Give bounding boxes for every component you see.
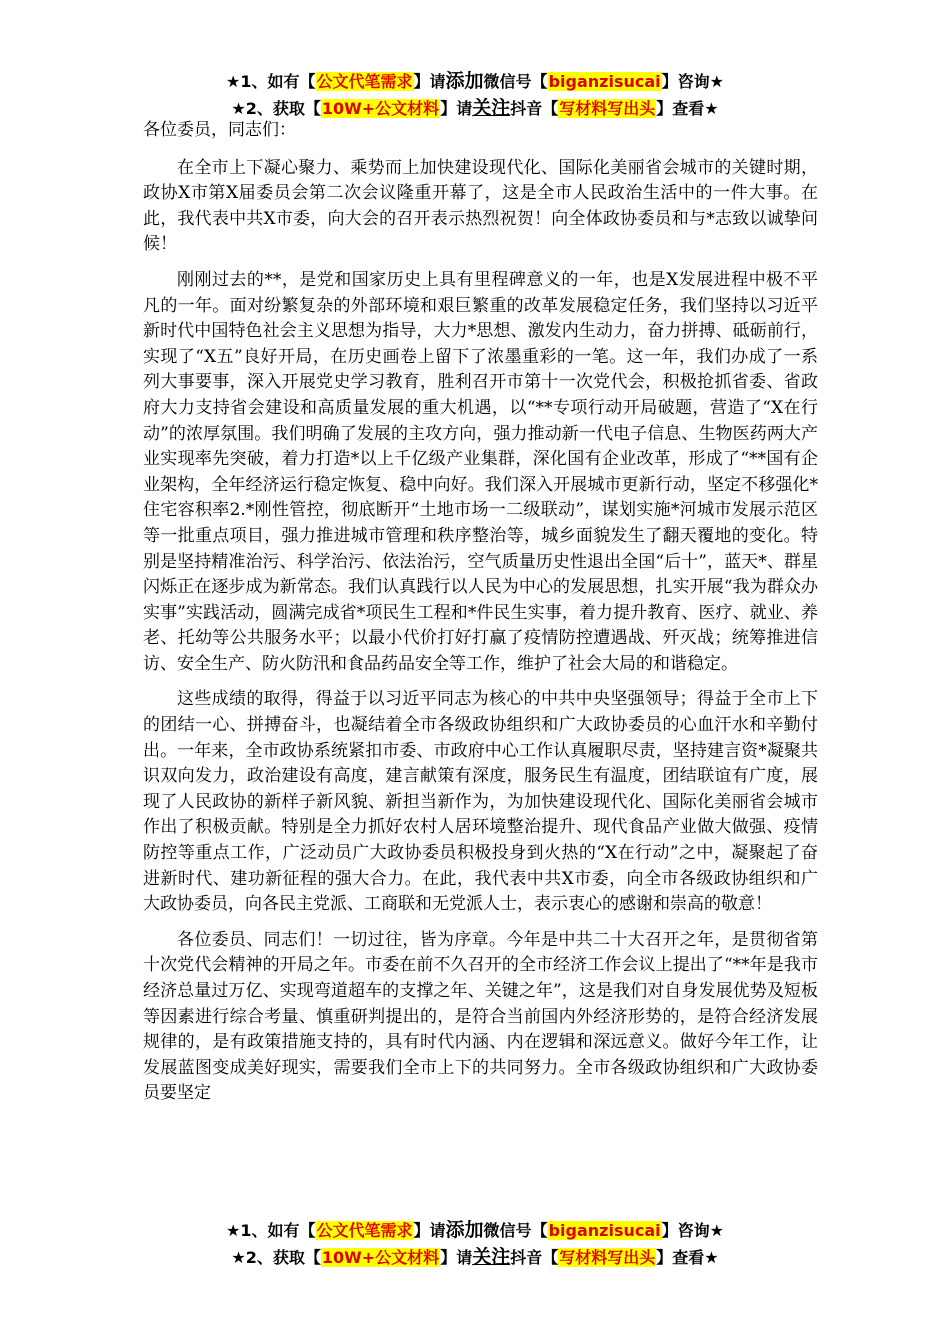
promo-line-1 bbox=[0, 68, 950, 95]
wechat-id-highlight: biganzisucai bbox=[548, 72, 661, 91]
star-icon: ★ bbox=[231, 1248, 246, 1267]
star-icon: ★ bbox=[704, 99, 719, 118]
promo-emphasis: 关注 bbox=[472, 97, 511, 119]
promo-text: 】请 bbox=[440, 1248, 473, 1267]
promo-emphasis: 添加 bbox=[445, 70, 484, 92]
promo-text: 】请 bbox=[440, 99, 473, 118]
promo-text: 】查看 bbox=[656, 1248, 705, 1267]
promo-highlight: 公文代笔需求 bbox=[316, 72, 413, 91]
promo-text: 2、获取【 bbox=[245, 99, 321, 118]
star-icon: ★ bbox=[704, 1248, 719, 1267]
promo-text: 抖音【 bbox=[510, 1248, 559, 1267]
promo-text: 抖音【 bbox=[510, 99, 559, 118]
promo-text: 】查看 bbox=[656, 99, 705, 118]
promo-text: 2、获取【 bbox=[245, 1248, 321, 1267]
promo-banner-top bbox=[0, 68, 950, 122]
promo-emphasis: 添加 bbox=[445, 1219, 484, 1241]
star-icon: ★ bbox=[709, 1221, 724, 1240]
douyin-id-highlight: 写材料写出头 bbox=[559, 1248, 656, 1267]
douyin-id-highlight: 写材料写出头 bbox=[559, 99, 656, 118]
promo-text: 】咨询 bbox=[661, 72, 710, 91]
paragraph: 各位委员、同志们！一切过往，皆为序章。今年是中共二十大召开之年，是贯彻省第十次党代会精神的开局之年。市委在前不久召开的全市经济工作会议上提出了“**年是我市经济总量过万亿、实现弯道超车的支撑之年、关键之年”，这是我们对自身发展优势及短板等因素进行综合考量、慎重研判提出的，是符合当前国内外经济形势的，是符合经济发展规律的，是有政策措施支持的，具有时代内涵、内在逻辑和深远意义。做好今年工作，让发展蓝图变成美好现实，需要我们全市上下的共同努力。全市各级政协组织和广大政协委员要坚定 bbox=[143, 929, 818, 1104]
promo-text: 微信号【 bbox=[483, 1221, 548, 1240]
paragraph: 刚刚过去的**，是党和国家历史上具有里程碑意义的一年，也是X发展进程中极不平凡的一年。面对纷繁复杂的外部环境和艰巨繁重的改革发展稳定任务，我们坚持以习近平新时代中国特色社会主义思想为指导，大力*思想、激发内生动力，奋力拼搏、砥砺前行，实现了“X五”良好开局，在历史画卷上留下了浓墨重彩的一笔。这一年，我们办成了一系列大事要事，深入开展党史学习教育，胜利召开市第十一次党代会，积极抢抓省委、省政府大力支持省会建设和高质量发展的重大机遇，以“**专项行动开局破题，营造了“X在行动”的浓厚氛围。我们明确了发展的主攻方向，强力推动新一代电子信息、生物医药两大产业实现率先突破，着力打造*以上千亿级产业集群，深化国有企业改革，形成了“**国有企业架构，全年经济运行稳定恢复、稳中向好。我们深入开展城市更新行动，坚定不移强化*住宅容积率2.*刚性管控，彻底断开“土地市场一二级联动”，谋划实施*河城市发展示范区等一批重点项目，强力推进城市管理和秩序整治等，城乡面貌发生了翻天覆地的变化。特别是坚持精准治污、科学治污、依法治污，空气质量历史性退出全国“后十”，蓝天*、群星闪烁正在逐步成为新常态。我们认真践行以人民为中心的发展思想，扎实开展“我为群众办实事”实践活动，圆满完成省*项民生工程和*件民生实事，着力提升教育、医疗、就业、养老、托幼等公共服务水平；以最小代价打好打赢了疫情防控遭遇战、歼灭战；统筹推进信访、安全生产、防火防汛和食品药品安全等工作，维护了社会大局的和谐稳定。 bbox=[143, 269, 818, 674]
star-icon: ★ bbox=[709, 72, 724, 91]
document-body bbox=[143, 118, 818, 1117]
promo-text: 1、如有【 bbox=[240, 72, 316, 91]
promo-emphasis: 关注 bbox=[472, 1246, 511, 1268]
star-icon: ★ bbox=[226, 72, 241, 91]
promo-banner-bottom bbox=[0, 1217, 950, 1271]
promo-highlight: 公文代笔需求 bbox=[316, 1221, 413, 1240]
promo-line-2 bbox=[0, 1244, 950, 1271]
promo-text: 】请 bbox=[413, 72, 446, 91]
promo-line-1 bbox=[0, 1217, 950, 1244]
paragraph: 这些成绩的取得，得益于以习近平同志为核心的中共中央坚强领导；得益于全市上下的团结一心、拼搏奋斗，也凝结着全市各级政协组织和广大政协委员的心血汗水和辛勤付出。一年来，全市政协系统紧扣市委、市政府中心工作认真履职尽责，坚持建言资*凝聚共识双向发力，政治建设有高度，建言献策有深度，服务民生有温度，团结联谊有广度，展现了人民政协的新样子新风貌、新担当新作为，为加快建设现代化、国际化美丽省会城市作出了积极贡献。特别是全力抓好农村人居环境整治提升、现代食品产业做大做强、疫情防控等重点工作，广泛动员广大政协委员积极投身到火热的“X在行动”之中，凝聚起了奋进新时代、建功新征程的强大合力。在此，我代表中共X市委，向全市各级政协组织和广大政协委员，向各民主党派、工商联和无党派人士，表示衷心的感谢和崇高的敬意！ bbox=[143, 689, 818, 915]
promo-text: 】咨询 bbox=[661, 1221, 710, 1240]
star-icon: ★ bbox=[231, 99, 246, 118]
promo-text: 1、如有【 bbox=[240, 1221, 316, 1240]
star-icon: ★ bbox=[226, 1221, 241, 1240]
promo-highlight: 10W+公文材料 bbox=[321, 99, 440, 118]
promo-highlight: 10W+公文材料 bbox=[321, 1248, 440, 1267]
promo-text: 】请 bbox=[413, 1221, 446, 1240]
paragraph: 在全市上下凝心聚力、乘势而上加快建设现代化、国际化美丽省会城市的关键时期，政协X市第X届委员会第二次会议隆重开幕了，这是全市人民政治生活中的一件大事。在此，我代表中共X市委，向大会的召开表示热烈祝贺！向全体政协委员和与*志致以诚挚问候！ bbox=[143, 157, 818, 255]
promo-text: 微信号【 bbox=[483, 72, 548, 91]
salutation: 各位委员，同志们： bbox=[143, 120, 296, 140]
wechat-id-highlight: biganzisucai bbox=[548, 1221, 661, 1240]
